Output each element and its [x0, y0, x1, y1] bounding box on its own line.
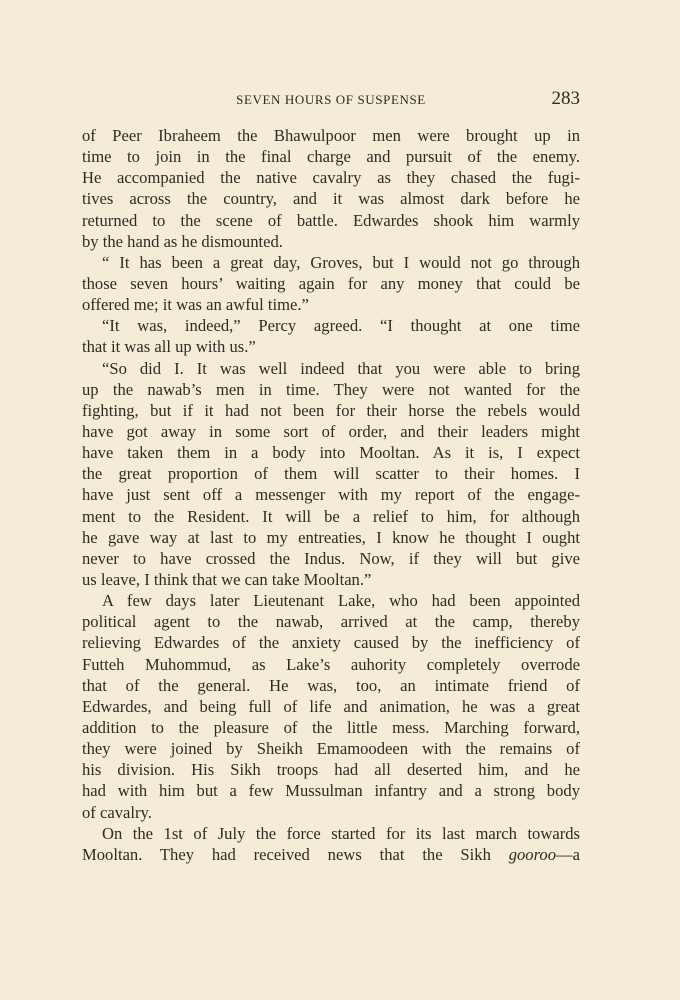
line-text: “It was, indeed,” Percy agreed. “I thought at one time — [102, 316, 580, 336]
line-text: fighting, but if it had not been for their horse the rebels would — [82, 400, 580, 420]
page-number: 283 — [551, 88, 580, 109]
text-line — [82, 188, 580, 209]
line-text: that of the general. He was, too, an intimate friend of — [82, 675, 580, 695]
running-title: SEVEN HOURS OF SUSPENSE — [236, 92, 426, 107]
line-text: never to have crossed the Indus. Now, if they will but give — [82, 548, 580, 568]
text-line — [82, 273, 580, 294]
text-line — [82, 738, 580, 759]
text-line — [82, 484, 580, 505]
text-line — [82, 654, 580, 675]
text-line — [82, 125, 580, 146]
line-text: “So did I. It was well indeed that you were able to bring — [102, 358, 580, 378]
line-text: the great proportion of them will scatter to their homes. I — [82, 464, 580, 484]
line-text: On the 1st of July the force started for its last march towards — [102, 823, 580, 843]
line-text: “ It has been a great day, Groves, but I would not go through — [102, 252, 580, 272]
text-line — [82, 252, 580, 273]
text-line — [82, 569, 580, 590]
line-text: that it was all up with us.” — [82, 337, 256, 357]
text-line — [82, 823, 580, 844]
text-line — [82, 463, 580, 484]
line-text: they were joined by Sheikh Emamoodeen with the remains of — [82, 739, 580, 759]
line-text: he gave way at last to my entreaties, I know he thought I ought — [82, 527, 580, 547]
line-text: He accompanied the native cavalry as they chased the fugi- — [82, 168, 580, 188]
italic-word: gooroo — [508, 844, 557, 864]
line-text: us leave, I think that we can take Mooltan.” — [82, 569, 372, 589]
text-line — [82, 231, 580, 252]
line-text: have just sent off a messenger with my report of the engage- — [82, 485, 580, 505]
text-line — [82, 675, 580, 696]
line-text: Futteh Muhommud, as Lake’s auhority completely overrode — [82, 654, 580, 674]
text-line — [82, 379, 580, 400]
page-header — [82, 88, 580, 112]
line-text: by the hand as he dismounted. — [82, 231, 283, 251]
line-text: ment to the Resident. It will be a relief to him, for although — [82, 506, 580, 526]
line-text: relieving Edwardes of the anxiety caused by the inefficiency of — [82, 633, 580, 653]
text-line — [82, 442, 580, 463]
text-line — [82, 527, 580, 548]
text-line — [82, 548, 580, 569]
text-line — [82, 611, 580, 632]
line-text: offered me; it was an awful time.” — [82, 295, 309, 315]
text-line — [82, 400, 580, 421]
line-text: Mooltan. They had received news that the Sikh — [82, 844, 509, 864]
line-text: had with him but a few Mussulman infantry and a strong body — [82, 781, 580, 801]
line-text: of Peer Ibraheem the Bhawulpoor men were brought up in — [82, 126, 580, 145]
line-text: tives across the country, and it was almost dark before he — [82, 189, 580, 209]
line-text: those seven hours’ waiting again for any money that could be — [82, 273, 580, 293]
text-line — [82, 590, 580, 611]
text-line — [82, 294, 580, 315]
line-text: A few days later Lieutenant Lake, who had been appointed — [102, 591, 580, 611]
text-line — [82, 696, 580, 717]
body-text — [82, 125, 580, 865]
text-line — [82, 167, 580, 188]
text-line — [82, 717, 580, 738]
line-text: of cavalry. — [82, 802, 152, 822]
text-line — [82, 336, 580, 357]
text-line — [82, 632, 580, 653]
text-line — [82, 506, 580, 527]
text-line — [82, 358, 580, 379]
text-line — [82, 759, 580, 780]
line-text-after: —a — [556, 844, 580, 864]
text-line — [82, 315, 580, 336]
text-line — [82, 421, 580, 442]
line-text: up the nawab’s men in time. They were not wanted for the — [82, 379, 580, 399]
line-text: addition to the pleasure of the little mess. Marching forward, — [82, 717, 580, 737]
line-text: time to join in the final charge and pursuit of the enemy. — [82, 147, 580, 167]
text-line — [82, 210, 580, 231]
line-text: political agent to the nawab, arrived at the camp, thereby — [82, 612, 580, 632]
line-text: Edwardes, and being full of life and animation, he was a great — [82, 696, 580, 716]
line-text: have got away in some sort of order, and their leaders might — [82, 421, 580, 441]
text-line — [82, 780, 580, 801]
line-text: have taken them in a body into Mooltan. As it is, I expect — [82, 443, 580, 463]
line-text: returned to the scene of battle. Edwardes shook him warmly — [82, 210, 580, 230]
text-line — [82, 844, 580, 865]
text-line — [82, 146, 580, 167]
text-line — [82, 802, 580, 823]
line-text: his division. His Sikh troops had all deserted him, and he — [82, 760, 580, 780]
